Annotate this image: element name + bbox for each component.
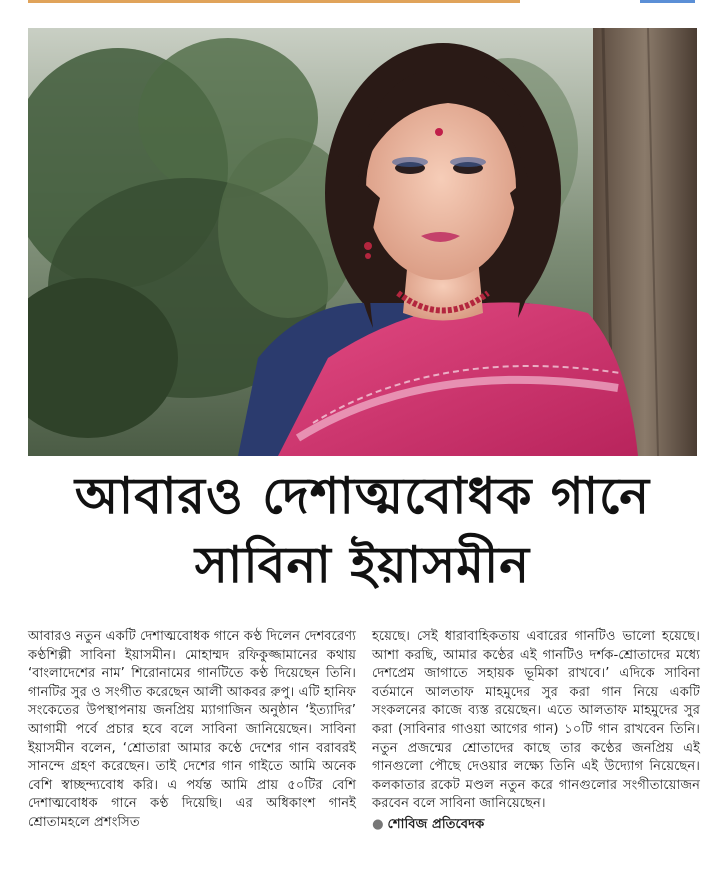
byline-text: শোবিজ প্রতিবেদক xyxy=(387,816,485,832)
headline xyxy=(28,462,697,600)
singer-photo xyxy=(28,28,697,456)
byline xyxy=(372,816,700,835)
article-column-left xyxy=(28,628,356,833)
article-text-right: হয়েছে। সেই ধারাবাহিকতায় এবারের গানটিও ভালো হয়েছে। আশা করছি, আমার কণ্ঠের এই গানটিও দর্শক-শ্রোতাদের মধ্যে দেশপ্রেম জাগাতে সহায়ক ভূমিকা রাখবে।’ এদিকে সাবিনা বর্তমানে আলতাফ মাহমুদের সুর করা গান নিয়ে একটি সংকলনের কাজে ব্যস্ত রয়েছেন। এতে আলতাফ মাহমুদের সুর করা (সাবিনার গাওয়া আগের গান) ১০টি গান রাখবেন তিনি। নতুন প্রজন্মের শ্রোতাদের কাছে তার কণ্ঠের জনপ্রিয় এই গানগুলো পৌছে দেওয়ার লক্ষ্যে তিনি এই উদ্যোগ নিয়েছেন। কলকাতার রকেট মণ্ডল নতুন করে গানগুলোর সংগীতায়োজন করবেন বলে সাবিনা জানিয়েছেন। xyxy=(372,629,700,812)
headline-line-1: আবারও দেশাত্মবোধক গানে xyxy=(74,467,651,525)
top-decorative-rule-right xyxy=(640,0,695,3)
top-decorative-rule xyxy=(28,0,520,3)
article-column-right xyxy=(372,628,700,835)
bullet-icon: ● xyxy=(372,816,384,832)
headline-line-2: সাবিনা ইয়াসমীন xyxy=(194,536,531,594)
article-text-left: আবারও নতুন একটি দেশাত্মবোধক গানে কণ্ঠ দিলেন দেশবরেণ্য কণ্ঠশিল্পী সাবিনা ইয়াসমীন। মোহাম্মদ রফিকুজ্জামানের কথায় ‘বাংলাদেশের নাম’ শিরোনামের গানটিতে কণ্ঠ দিয়েছেন তিনি। গানটির সুর ও সংগীত করেছেন আলী আকবর রুপু। এটি হানিফ সংকেতের উপস্থাপনায় জনপ্রিয় ম্যাগাজিন অনুষ্ঠান ‘ইত্যাদির’ আগামী পর্বে প্রচার হবে বলে সাবিনা জানিয়েছেন। সাবিনা ইয়াসমীন বলেন, ‘শ্রোতারা আমার কণ্ঠে দেশের গান বরাবরই সানন্দে গ্রহণ করেছেন। তাই দেশের গান গাইতে আমি অনেক বেশি স্বাচ্ছন্দ্যবোধ করি। এ পর্যন্ত আমি প্রায় ৫০টির বেশি দেশাত্মবোধক গানে কণ্ঠ দিয়েছি। এর অধিকাংশ গানই শ্রোতামহলে প্রশংসিত xyxy=(28,629,356,830)
